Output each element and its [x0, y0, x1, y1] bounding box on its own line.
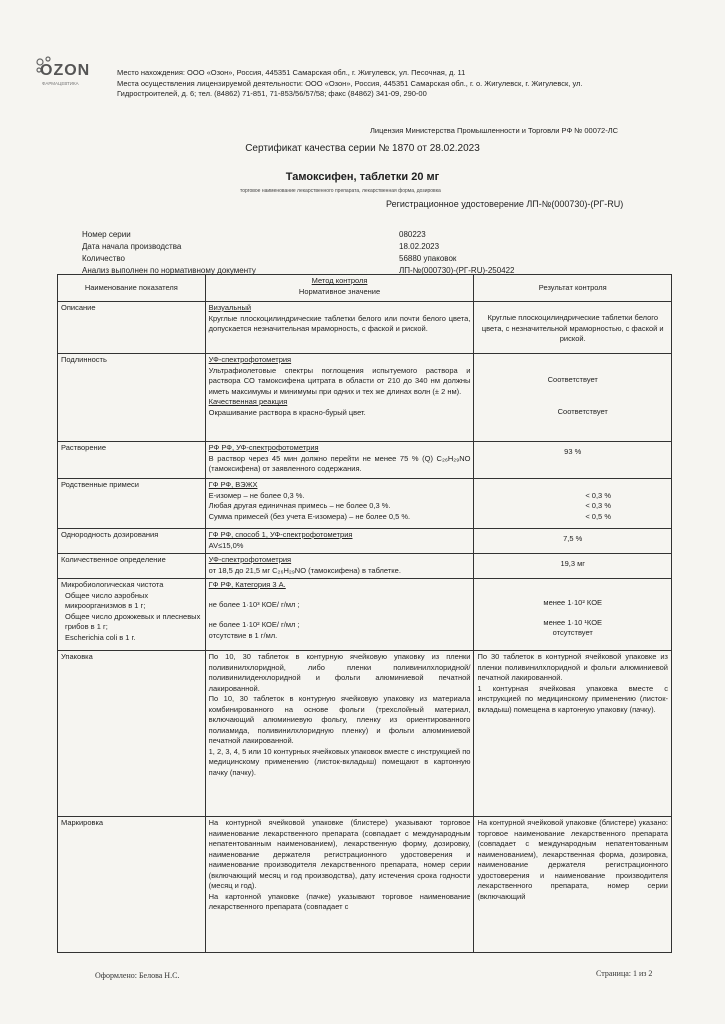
- norm-paragraph: По 10, 30 таблеток в контурную ячейковую упаковку из материала комбинированного на основе фольги (трехслойный материал, включающий алюминиевую фольгу, пленку из ориентированного полиамида, поливинилхлоридную пленку) и фольги алюминиевой печатной лакированной.: [208, 694, 471, 745]
- table-row: [58, 817, 672, 953]
- row-name-line: Общее число дрожжевых и плесневых грибов в 1 г;: [65, 611, 201, 631]
- norm: Окрашивание раствора в красно-бурый цвет.: [208, 407, 366, 417]
- result-line: менее 1·10² КОЕ: [543, 598, 603, 607]
- norm: В раствор через 45 мин должно перейти не менее 75 % (Q) C₂₆H₂₉NO (тамоксифена) от заявленного содержания.: [208, 453, 471, 473]
- table-row: [58, 579, 672, 651]
- norm-line: отсутствие в 1 г/мл.: [208, 630, 278, 640]
- batch-info-row: [82, 253, 457, 265]
- batch-info-label: Количество: [82, 254, 125, 263]
- header-cell: [205, 275, 474, 302]
- row-name: Растворение: [58, 442, 206, 479]
- table-row: [58, 651, 672, 817]
- row-result: [474, 651, 672, 817]
- row-name: Количественное определение: [58, 554, 206, 579]
- table-row: [58, 554, 672, 579]
- row-name-line: Общее число аэробных микроорганизмов в 1 г;: [65, 590, 149, 610]
- address-line: Места осуществления лицензируемой деятельности: ООО «Озон», Россия, 445351 Самарская обл., г. о. Жигулевск, г. Жигулевск, ул.: [117, 78, 583, 88]
- norm: Круглые плоскоцилиндрические таблетки белого или почти белого цвета, допускается незначительная мраморность, с фаской и риской.: [208, 313, 471, 333]
- certificate-title: Сертификат качества серии № 1870 от 28.02.2023: [245, 143, 480, 154]
- table-row: [58, 302, 672, 354]
- row-method-norm: [205, 554, 474, 579]
- result-line: < 0,3 %: [585, 490, 611, 500]
- result: 93 %: [564, 447, 582, 456]
- address-line: Место нахождения: ООО «Озон», Россия, 445351 Самарская обл., г. Жигулевск, ул. Песочная, д. 11: [117, 68, 466, 77]
- row-method-norm: [205, 579, 474, 651]
- row-method-norm: [205, 529, 474, 554]
- row-result: [474, 442, 672, 479]
- result-paragraph: На контурной ячейковой упаковке (блистере) указано: торговое наименование лекарственного препарата (совпадает с международным непатентованным наименованием), лекарственная форма, дозировка, наименование держателя регистрационного удостоверения и наименование производителя лекарственного препарата, номер серии (включающий: [477, 818, 668, 901]
- result: Соответствует: [557, 406, 608, 416]
- norm-paragraph: На контурной ячейковой упаковке (блистере) указывают торговое наименование лекарственного препарата (совпадает с международным непатентованным наименованием), лекарственную форму, дозировку, наименование держателя регистрационного удостоверения и наименование производителя лекарственного препарата, номер серии (включающий месяц и год производства), дату истечения срока годности (месяц и год).: [208, 818, 471, 890]
- row-name: Родственные примеси: [58, 479, 206, 529]
- logo-name: OZON: [40, 62, 91, 79]
- row-result: [474, 354, 672, 442]
- result-paragraph: 1 контурная ячейковая упаковка вместе с инструкцией по медицинскому применению (листок-вкладыш) помещена в картонную упаковку (пачку).: [477, 683, 668, 714]
- header-method: Метод контроля: [311, 276, 368, 285]
- batch-info-label: Номер серии: [82, 230, 131, 239]
- method: ГФ РФ, Категория 3 А.: [208, 580, 286, 589]
- norm-line: не более 1·10² КОЕ/ г/мл ;: [208, 620, 300, 629]
- norm-line: Е-изомер – не более 0,3 %.: [208, 490, 305, 500]
- address-line: Гидростроителей, д. 6; тел. (84862) 71-851, 71-853/56/57/58; факс (84862) 341-09, 290-00: [117, 89, 427, 98]
- result: 7,5 %: [563, 534, 583, 543]
- result-line: менее 1·10 ¹КОЕ: [543, 617, 603, 627]
- table-row: [58, 529, 672, 554]
- page-number: Страница: 1 из 2: [596, 969, 653, 978]
- drug-name: Тамоксифен, таблетки 20 мг: [285, 171, 440, 183]
- table-row: [58, 354, 672, 442]
- batch-info-label: Анализ выполнен по нормативному документу: [82, 266, 256, 275]
- table-header-row: [58, 275, 672, 302]
- table-row: [58, 479, 672, 529]
- row-method-norm: [205, 651, 474, 817]
- norm-paragraph: По 10, 30 таблеток в контурную ячейковую упаковку из пленки поливинилхлоридной, либо пленки поливинилхлоридной/поливинилиденхлоридной и фольги алюминиевой печатной лакированной.: [208, 652, 471, 693]
- row-method-norm: [205, 817, 474, 953]
- prepared-by: Оформлено: Белова Н.С.: [95, 971, 180, 980]
- batch-info-value: ЛП-№(000730)-(РГ-RU)-250422: [399, 266, 515, 275]
- row-result: [474, 817, 672, 953]
- norm: Ультрафиолетовые спектры поглощения испытуемого раствора и раствора СО тамоксифена цитрата в области от 210 до 340 нм должны иметь максимумы и минимумы при одних и тех же длинах волн (± 2 нм).: [208, 365, 471, 396]
- norm-line: Сумма примесей (без учета Е-изомера) – не более 0,5 %.: [208, 511, 411, 521]
- row-method-norm: [205, 479, 474, 529]
- batch-info-value: 56880 упаковок: [399, 254, 457, 263]
- drug-name-caption: торговое наименование лекарственного препарата, лекарственная форма, дозировка: [240, 188, 441, 194]
- batch-info-label: Дата начала производства: [82, 242, 182, 251]
- batch-info-value: 080223: [399, 230, 426, 239]
- result: Соответствует: [547, 375, 598, 384]
- header-norm: Нормативное значение: [298, 286, 381, 296]
- result: 19,3 мг: [560, 559, 586, 568]
- row-method-norm: [205, 302, 474, 354]
- row-name: Однородность дозирования: [58, 529, 206, 554]
- row-name: [58, 579, 206, 651]
- row-method-norm: [205, 354, 474, 442]
- norm-paragraph: 1, 2, 3, 4, 5 или 10 контурных ячейковых упаковок вместе с инструкцией по медицинскому применению (листок-вкладыш) помещают в картонную пачку (пачку).: [208, 746, 471, 777]
- registration-certificate: Регистрационное удостоверение ЛП-№(000730)-(РГ-RU): [386, 199, 624, 209]
- row-name: Описание: [58, 302, 206, 354]
- row-result: [474, 302, 672, 354]
- row-result: [474, 579, 672, 651]
- row-method-norm: [205, 442, 474, 479]
- table-row: [58, 442, 672, 479]
- row-name: Маркировка: [58, 817, 206, 953]
- logo-subtitle: ФАРМАЦЕВТИКА: [42, 81, 79, 86]
- method: ГФ РФ, ВЭЖХ: [208, 480, 258, 489]
- method: УФ-спектрофотометрия: [208, 355, 292, 364]
- header-cell: Результат контроля: [474, 275, 672, 302]
- method: РФ РФ, УФ-спектрофотометрия: [208, 443, 319, 452]
- company-address: [117, 68, 677, 100]
- header-cell: Наименование показателя: [58, 275, 206, 302]
- row-result: [474, 529, 672, 554]
- batch-info-row: [82, 241, 440, 253]
- row-name: Подлинность: [58, 354, 206, 442]
- norm-paragraph: На картонной упаковке (пачке) указывают торговое наименование лекарственного препарата (совпадает с: [208, 891, 471, 911]
- batch-info-value: 18.02.2023: [399, 242, 440, 251]
- method: УФ-спектрофотометрия: [208, 555, 292, 564]
- batch-info: [82, 229, 515, 277]
- method: Визуальный: [208, 303, 252, 312]
- row-result: [474, 479, 672, 529]
- norm: AV≤15,0%: [208, 540, 244, 550]
- method: Качественная реакция: [208, 397, 288, 406]
- row-name-line: Escherichia coli в 1 г.: [65, 632, 136, 642]
- method: ГФ РФ, способ 1, УФ-спектрофотометрия: [208, 530, 353, 539]
- result: Круглые плоскоцилиндрические таблетки белого цвета, с незначительной мраморностью, с фаской и риской.: [481, 313, 664, 343]
- row-name-line: Микробиологическая чистота: [61, 580, 164, 589]
- norm-line: не более 1·10³ КОЕ/ г/мл ;: [208, 599, 300, 609]
- license-line: Лицензия Министерства Промышленности и Торговли РФ № 00072-ЛС: [370, 126, 619, 135]
- quality-table: [57, 274, 672, 953]
- result-paragraph: По 30 таблеток в контурной ячейковой упаковке из пленки поливинилхлоридной и фольги алюминиевой печатной лакированной.: [477, 652, 668, 682]
- row-result: [474, 554, 672, 579]
- batch-info-row: [82, 229, 426, 241]
- norm-line: Любая другая единичная примесь – не более 0,3 %.: [208, 501, 391, 510]
- row-name: Упаковка: [58, 651, 206, 817]
- result-line: < 0,3 %: [585, 501, 611, 510]
- result-line: < 0,5 %: [585, 511, 611, 521]
- result-line: отсутствует: [552, 628, 593, 637]
- norm: от 18,5 до 21,5 мг C₂₆H₂₉NO (тамоксифена) в таблетке.: [208, 565, 401, 575]
